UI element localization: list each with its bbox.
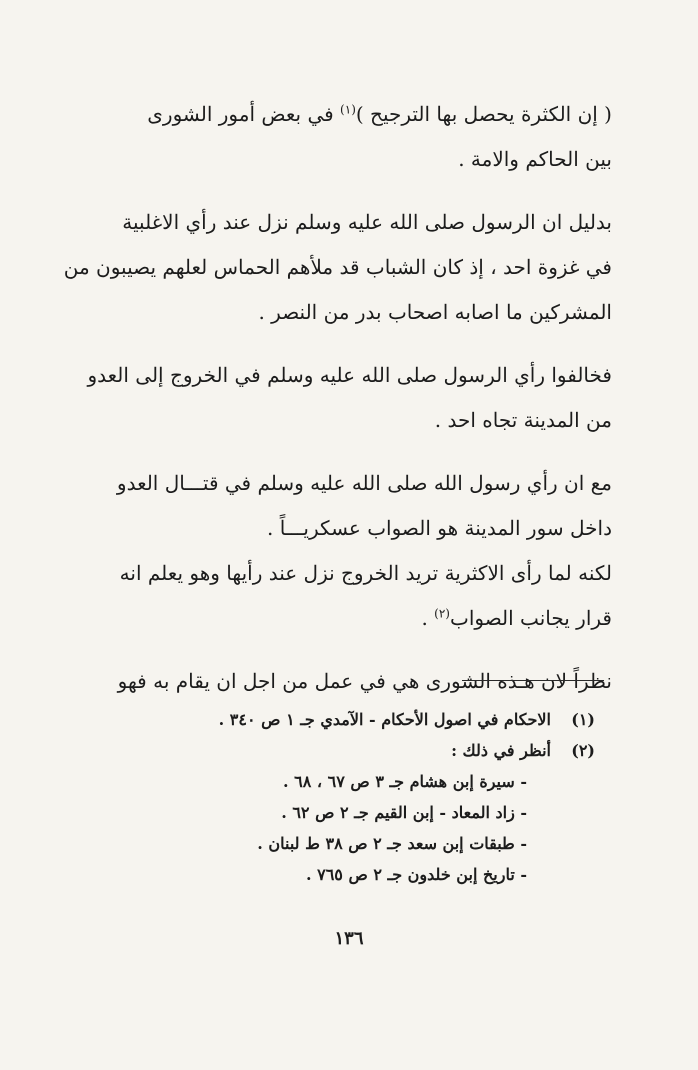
text-segment: . — [421, 606, 435, 630]
reference-item: - زاد المعاد - إبن القيم جـ ٢ ص ٦٢ . — [281, 803, 527, 822]
main-text — [62, 92, 612, 704]
footnote-number: (١) — [571, 710, 595, 729]
text-line: المشركين ما اصابه اصحاب بدر من النصر . — [258, 300, 612, 324]
paragraph-4 — [62, 461, 612, 551]
text-segment: قرار يجانب الصواب — [449, 606, 612, 630]
footnote-marker: (٢) — [434, 606, 450, 621]
footnote-number: (٢) — [571, 741, 595, 760]
text-line: داخل سور المدينة هو الصواب عسكريـــاً . — [267, 516, 612, 540]
text-segment: في بعض أمور الشورى — [147, 102, 341, 126]
page-number: ١٣٦ — [334, 928, 364, 949]
footnote-1 — [110, 704, 595, 735]
footnote-marker: (١) — [340, 102, 356, 117]
text-line — [62, 92, 612, 137]
reference-item: - سيرة إبن هشام جـ ٣ ص ٦٧ ، ٦٨ . — [283, 772, 527, 791]
paragraph-1 — [62, 92, 612, 182]
text-line: نظراً لان هـذه الشورى هي في عمل من اجل ان يقام به فهو — [117, 669, 612, 693]
paragraph-2 — [62, 200, 612, 335]
footnote-separator — [462, 680, 604, 681]
reference-item: - تاريخ إبن خلدون جـ ٢ ص ٧٦٥ . — [305, 865, 527, 884]
text-line: بين الحاكم والامة . — [458, 147, 612, 171]
text-line: لكنه لما رأى الاكثرية تريد الخروج نزل عند رأيها وهو يعلم انه — [119, 561, 612, 585]
reference-item: - طبقات إبن سعد جـ ٢ ص ٣٨ ط لبنان . — [257, 834, 527, 853]
text-line: مع ان رأي رسول الله صلى الله عليه وسلم في قتـــال العدو — [116, 471, 612, 495]
paragraph-6 — [62, 659, 612, 704]
paragraph-5 — [62, 551, 612, 641]
text-line: فخالفوا رأي الرسول صلى الله عليه وسلم في الخروج إلى العدو — [87, 363, 612, 387]
footnote-text: أنظر في ذلك : — [451, 741, 551, 760]
footnote-text: الاحكام في اصول الأحكام - الآمدي جـ ١ ص ٣٤٠ . — [218, 710, 551, 729]
text-line — [62, 596, 612, 641]
paragraph-3 — [62, 353, 612, 443]
text-segment: ( إن الكثرة يحصل بها الترجيح ) — [355, 102, 612, 126]
text-line: بدليل ان الرسول صلى الله عليه وسلم نزل عند رأي الاغلبية — [122, 210, 612, 234]
text-line: في غزوة احد ، إذ كان الشباب قد ملأهم الحماس لعلهم يصيبون من — [63, 255, 612, 279]
footnote-2 — [110, 735, 595, 766]
text-line: من المدينة تجاه احد . — [434, 408, 612, 432]
footnotes — [110, 704, 595, 890]
